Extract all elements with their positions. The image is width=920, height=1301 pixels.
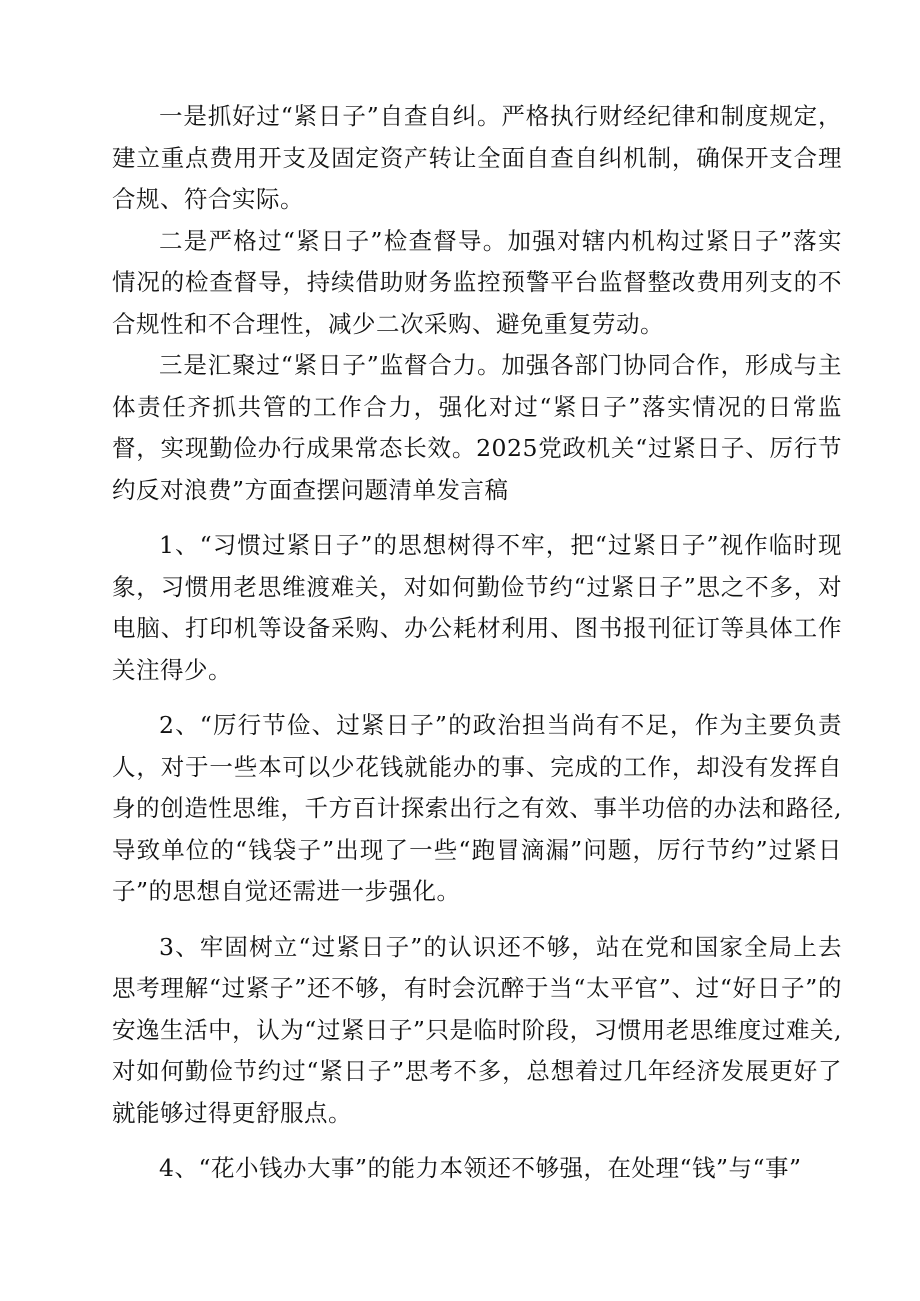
paragraph-issue-3: 3、牢固树立“过紧日子”的认识还不够，站在党和国家全局上去思考理解“过紧子”还不够，有时会沉醉于当“太平官”、过“好日子”的安逸生活中，认为“过紧日子”只是临时阶段，习惯用老思维度过难关,对如何勤俭节约过“紧日子”思考不多，总想着过几年经济发展更好了就能够过得更舒服点。 [112,932,842,1127]
paragraph-self-inspection: 一是抓好过“紧日子”自查自纠。严格执行财经纪律和制度规定，建立重点费用开支及固定资产转让全面自查自纠机制，确保开支合理合规、符合实际。 [112,102,842,213]
paragraph-issue-2: 2、“厉行节俭、过紧日子”的政治担当尚有不足，作为主要负责人，对于一些本可以少花钱就能办的事、完成的工作，却没有发挥自身的创造性思维，千方百计探索出行之有效、事半功倍的办法和路径,导致单位的“钱袋子”出现了一些“跑冒滴漏”问题，厉行节约”过紧日子”的思想自觉还需进一步强化。 [112,711,842,905]
paragraph-supervision-synergy: 三是汇聚过“紧日子”监督合力。加强各部门协同合作，形成与主体责任齐抓共管的工作合力，强化对过“紧日子”落实情况的日常监督，实现勤俭办行成果常态长效。2025党政机关“过紧日子、厉行节约反对浪费”方面查摆问题清单发言稿 [112,351,842,504]
document-body [112,96,842,1190]
paragraph-issue-1: 1、“习惯过紧日子”的思想树得不牢，把“过紧日子”视作临时现象，习惯用老思维渡难关，对如何勤俭节约“过紧日子”思之不多，对电脑、打印机等设备采购、办公耗材利用、图书报刊征订等具体工作关注得少。 [112,531,842,684]
paragraph-issue-4: 4、“花小钱办大事”的能力本领还不够强，在处理“钱”与“事” [159,1154,802,1182]
paragraph-inspection-supervision: 二是严格过“紧日子”检查督导。加强对辖内机构过紧日子”落实情况的检查督导，持续借助财务监控预警平台监督整改费用列支的不合规性和不合理性，减少二次采购、避免重复劳动。 [112,226,842,338]
